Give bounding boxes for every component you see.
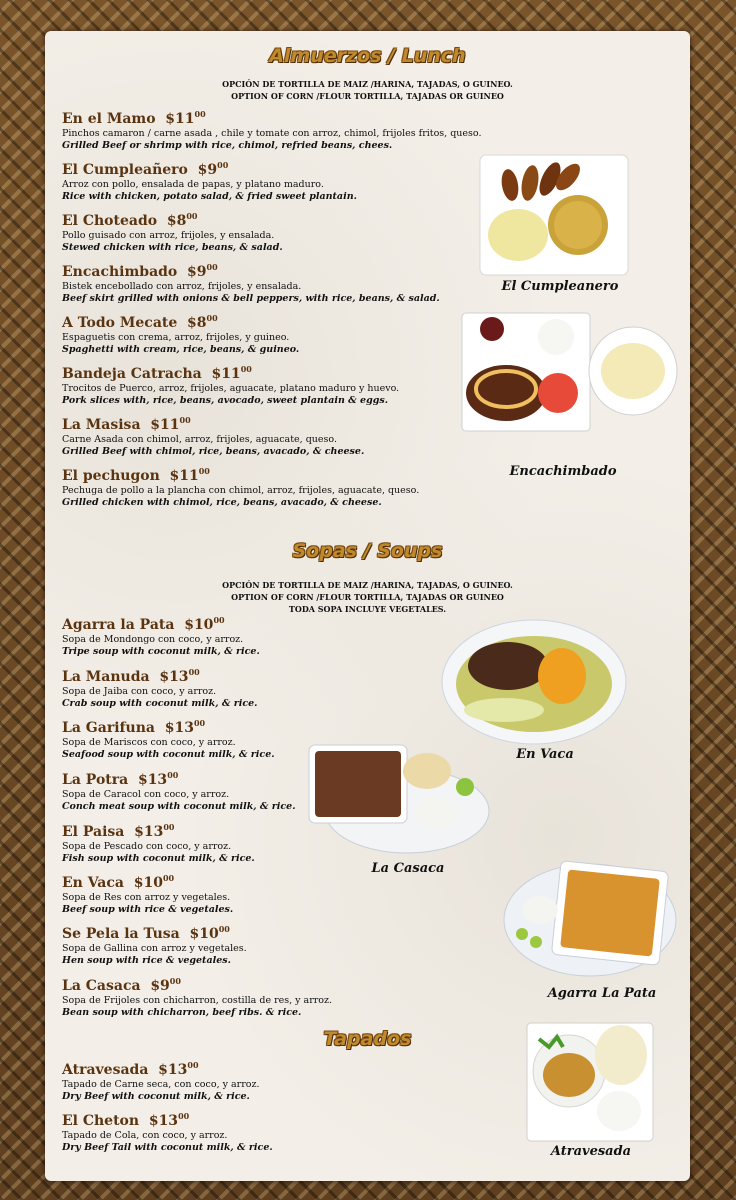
item-description-es: Sopa de Pescado con coco, y arroz. [62,841,232,852]
item-price: $11 [150,417,180,433]
item-price: $13 [134,824,164,840]
item-price-cents: 00 [178,1111,190,1121]
soups-note: TODA SOPA INCLUYE VEGETALES. [288,604,447,614]
item-price-cents: 00 [218,924,230,934]
menu-item [62,259,522,305]
item-price-cents: 00 [206,262,218,272]
item-description-es: Sopa de Jaiba con coco, y arroz. [62,686,217,697]
item-description-es: Trocitos de Puerco, arroz, frijoles, aguacate, platano maduro y huevo. [62,383,400,394]
lunch-note: OPTION OF CORN /FLOUR TORTILLA, TAJADAS OR GUINEO [231,91,504,101]
item-description-en: Grilled chicken with chimol, rice, beans, avacado, & cheese. [62,497,382,508]
item-name: El Cumpleañero [62,162,188,178]
item-price: $10 [133,875,163,891]
item-name: La Casaca [62,978,141,994]
la-casaca-photo [303,739,491,855]
item-description-en: Beef soup with rice & vegetales. [62,904,234,915]
item-name: En Vaca [62,875,124,891]
lunch-note: OPCIÓN DE TORTILLA DE MAIZ /HARINA, TAJADAS, O GUINEO. [222,79,513,89]
item-description-en: Tripe soup with coconut milk, & rice. [62,646,260,657]
menu-item [62,412,522,458]
item-name: La Potra [62,772,129,788]
soups-notes [45,579,690,615]
item-price-cents: 00 [167,770,179,780]
item-price: $13 [158,1062,188,1078]
photo-caption: En Vaca [516,747,574,762]
item-description-en: Grilled Beef with chimol, rice, beans, avacado, & cheese. [62,446,365,457]
item-price-cents: 00 [186,211,198,221]
item-description-es: Sopa de Res con arroz y vegetales. [62,892,231,903]
item-price-cents: 00 [213,615,225,625]
item-description-en: Crab soup with coconut milk, & rice. [62,698,258,709]
item-price: $13 [164,720,194,736]
item-price-cents: 00 [162,873,175,883]
item-description-es: Pinchos camaron / carne asada , chile y tomate con arroz, chimol, frijoles fritos, queso. [62,128,482,139]
item-description-es: Pechuga de pollo a la plancha con chimol, arroz, frijoles, aguacate, queso. [62,485,420,496]
item-description-en: Rice with chicken, potato salad, & fried sweet plantain. [62,191,357,202]
item-description-es: Bistek encebollado con arroz, frijoles, y ensalada. [62,281,302,292]
item-description-en: Pork slices with, rice, beans, avocado, sweet plantain & eggs. [62,395,389,406]
menu-item [62,870,522,916]
item-description-en: Spaghetti with cream, rice, beans, & guineo. [62,344,300,355]
item-price-cents: 00 [179,415,191,425]
item-name: La Masisa [62,417,141,433]
item-description-es: Tapado de Carne seca, con coco, y arroz. [62,1079,260,1090]
menu-item [62,208,522,254]
item-price: $10 [189,926,219,942]
soups-note: OPTION OF CORN /FLOUR TORTILLA, TAJADAS OR GUINEO [231,592,504,602]
item-name: Bandeja Catracha [62,366,202,382]
item-description-en: Hen soup with rice & vegetales. [62,955,231,966]
encachimbado-photo [458,309,680,441]
menu-item [62,106,522,152]
item-price: $8 [187,315,207,331]
item-price-cents: 00 [163,822,175,832]
item-price-cents: 00 [188,667,200,677]
item-name: El Choteado [62,213,158,229]
item-description-en: Dry Beef Tail with coconut milk, & rice. [62,1142,273,1153]
item-price: $10 [184,617,214,633]
item-price: $11 [165,111,195,127]
menu-item [62,921,522,967]
item-price: $9 [150,978,170,994]
item-price: $13 [159,669,189,685]
menu-item [62,463,522,509]
item-description-en: Bean soup with chicharron, beef ribs. & rice. [62,1007,302,1018]
menu-item [62,157,522,203]
item-description-es: Espaguetis con crema, arroz, frijoles, y guineo. [62,332,290,343]
menu-item [62,1057,522,1103]
menu-panel [45,31,690,1181]
menu-item [62,1108,522,1154]
lunch-notes [45,78,690,102]
item-description-es: Sopa de Mondongo con coco, y arroz. [62,634,244,645]
item-price-cents: 00 [187,1060,199,1070]
soups-note: OPCIÓN DE TORTILLA DE MAIZ /HARINA, TAJADAS, O GUINEO. [222,580,513,590]
en-vaca-photo [438,616,630,748]
item-description-en: Fish soup with coconut milk, & rice. [62,853,255,864]
item-price: $9 [197,162,218,178]
agarra-la-pata-photo [500,856,680,982]
item-price-cents: 00 [169,976,181,986]
item-name: Se Pela la Tusa [62,926,180,942]
item-price: $8 [166,213,187,229]
item-description-es: Arroz con pollo, ensalada de papas, y platano maduro. [62,179,324,190]
tapados-section-title: Tapados [323,1028,412,1050]
atravesada-photo [525,1021,655,1143]
item-price: $11 [169,468,199,484]
item-name: A Todo Mecate [62,315,178,331]
item-name: El pechugon [62,468,160,484]
photo-caption: El Cumpleanero [501,279,619,294]
item-description-en: Stewed chicken with rice, beans, & salad. [62,242,283,253]
item-price-cents: 00 [193,718,206,728]
menu-item [62,973,522,1019]
item-name: La Garifuna [62,720,155,736]
photo-caption: Agarra La Pata [547,986,657,1001]
item-price: $11 [211,366,241,382]
item-description-en: Conch meat soup with coconut milk, & rice. [62,801,296,812]
item-name: El Cheton [62,1113,140,1129]
photo-caption: La Casaca [371,861,445,876]
item-price: $9 [187,264,207,280]
item-description-es: Sopa de Gallina con arroz y vegetales. [62,943,247,954]
item-description-en: Beef skirt grilled with onions & bell peppers, with rice, beans, & salad. [62,293,440,304]
item-price-cents: 00 [217,160,229,170]
el-cumpleanero-photo [478,153,630,277]
item-description-es: Sopa de Caracol con coco, y arroz. [62,789,230,800]
item-description-en: Grilled Beef or shrimp with rice, chimol, refried beans, chees. [62,140,393,151]
item-description-es: Pollo guisado con arroz, frijoles, y ensalada. [62,230,275,241]
item-price: $13 [137,772,168,788]
item-description-es: Tapado de Cola, con coco, y arroz. [62,1130,228,1141]
item-price-cents: 00 [198,466,210,476]
item-name: Encachimbado [62,264,178,280]
item-description-en: Seafood soup with coconut milk, & rice. [62,749,275,760]
menu-item [62,361,522,407]
item-price-cents: 00 [240,364,252,374]
item-price-cents: 00 [194,109,206,119]
item-description-es: Carne Asada con chimol, arroz, frijoles, aguacate, queso. [62,434,337,445]
item-name: Atravesada [62,1062,149,1078]
item-name: La Manuda [62,669,150,685]
item-description-en: Dry Beef with coconut milk, & rice. [62,1091,250,1102]
item-name: Agarra la Pata [62,617,175,633]
item-price-cents: 00 [206,313,218,323]
item-description-es: Sopa de Frijoles con chicharron, costilla de res, y arroz. [62,995,333,1006]
photo-caption: Atravesada [550,1144,632,1159]
item-name: En el Mamo [62,111,156,127]
item-name: El Paisa [62,824,125,840]
item-description-es: Sopa de Mariscos con coco, y arroz. [62,737,236,748]
soups-section-title: Sopas / Soups [292,540,443,562]
item-price: $13 [148,1113,179,1129]
lunch-section-title: Almuerzos / Lunch [269,45,466,67]
photo-caption: Encachimbado [509,464,617,479]
menu-item [62,310,522,356]
